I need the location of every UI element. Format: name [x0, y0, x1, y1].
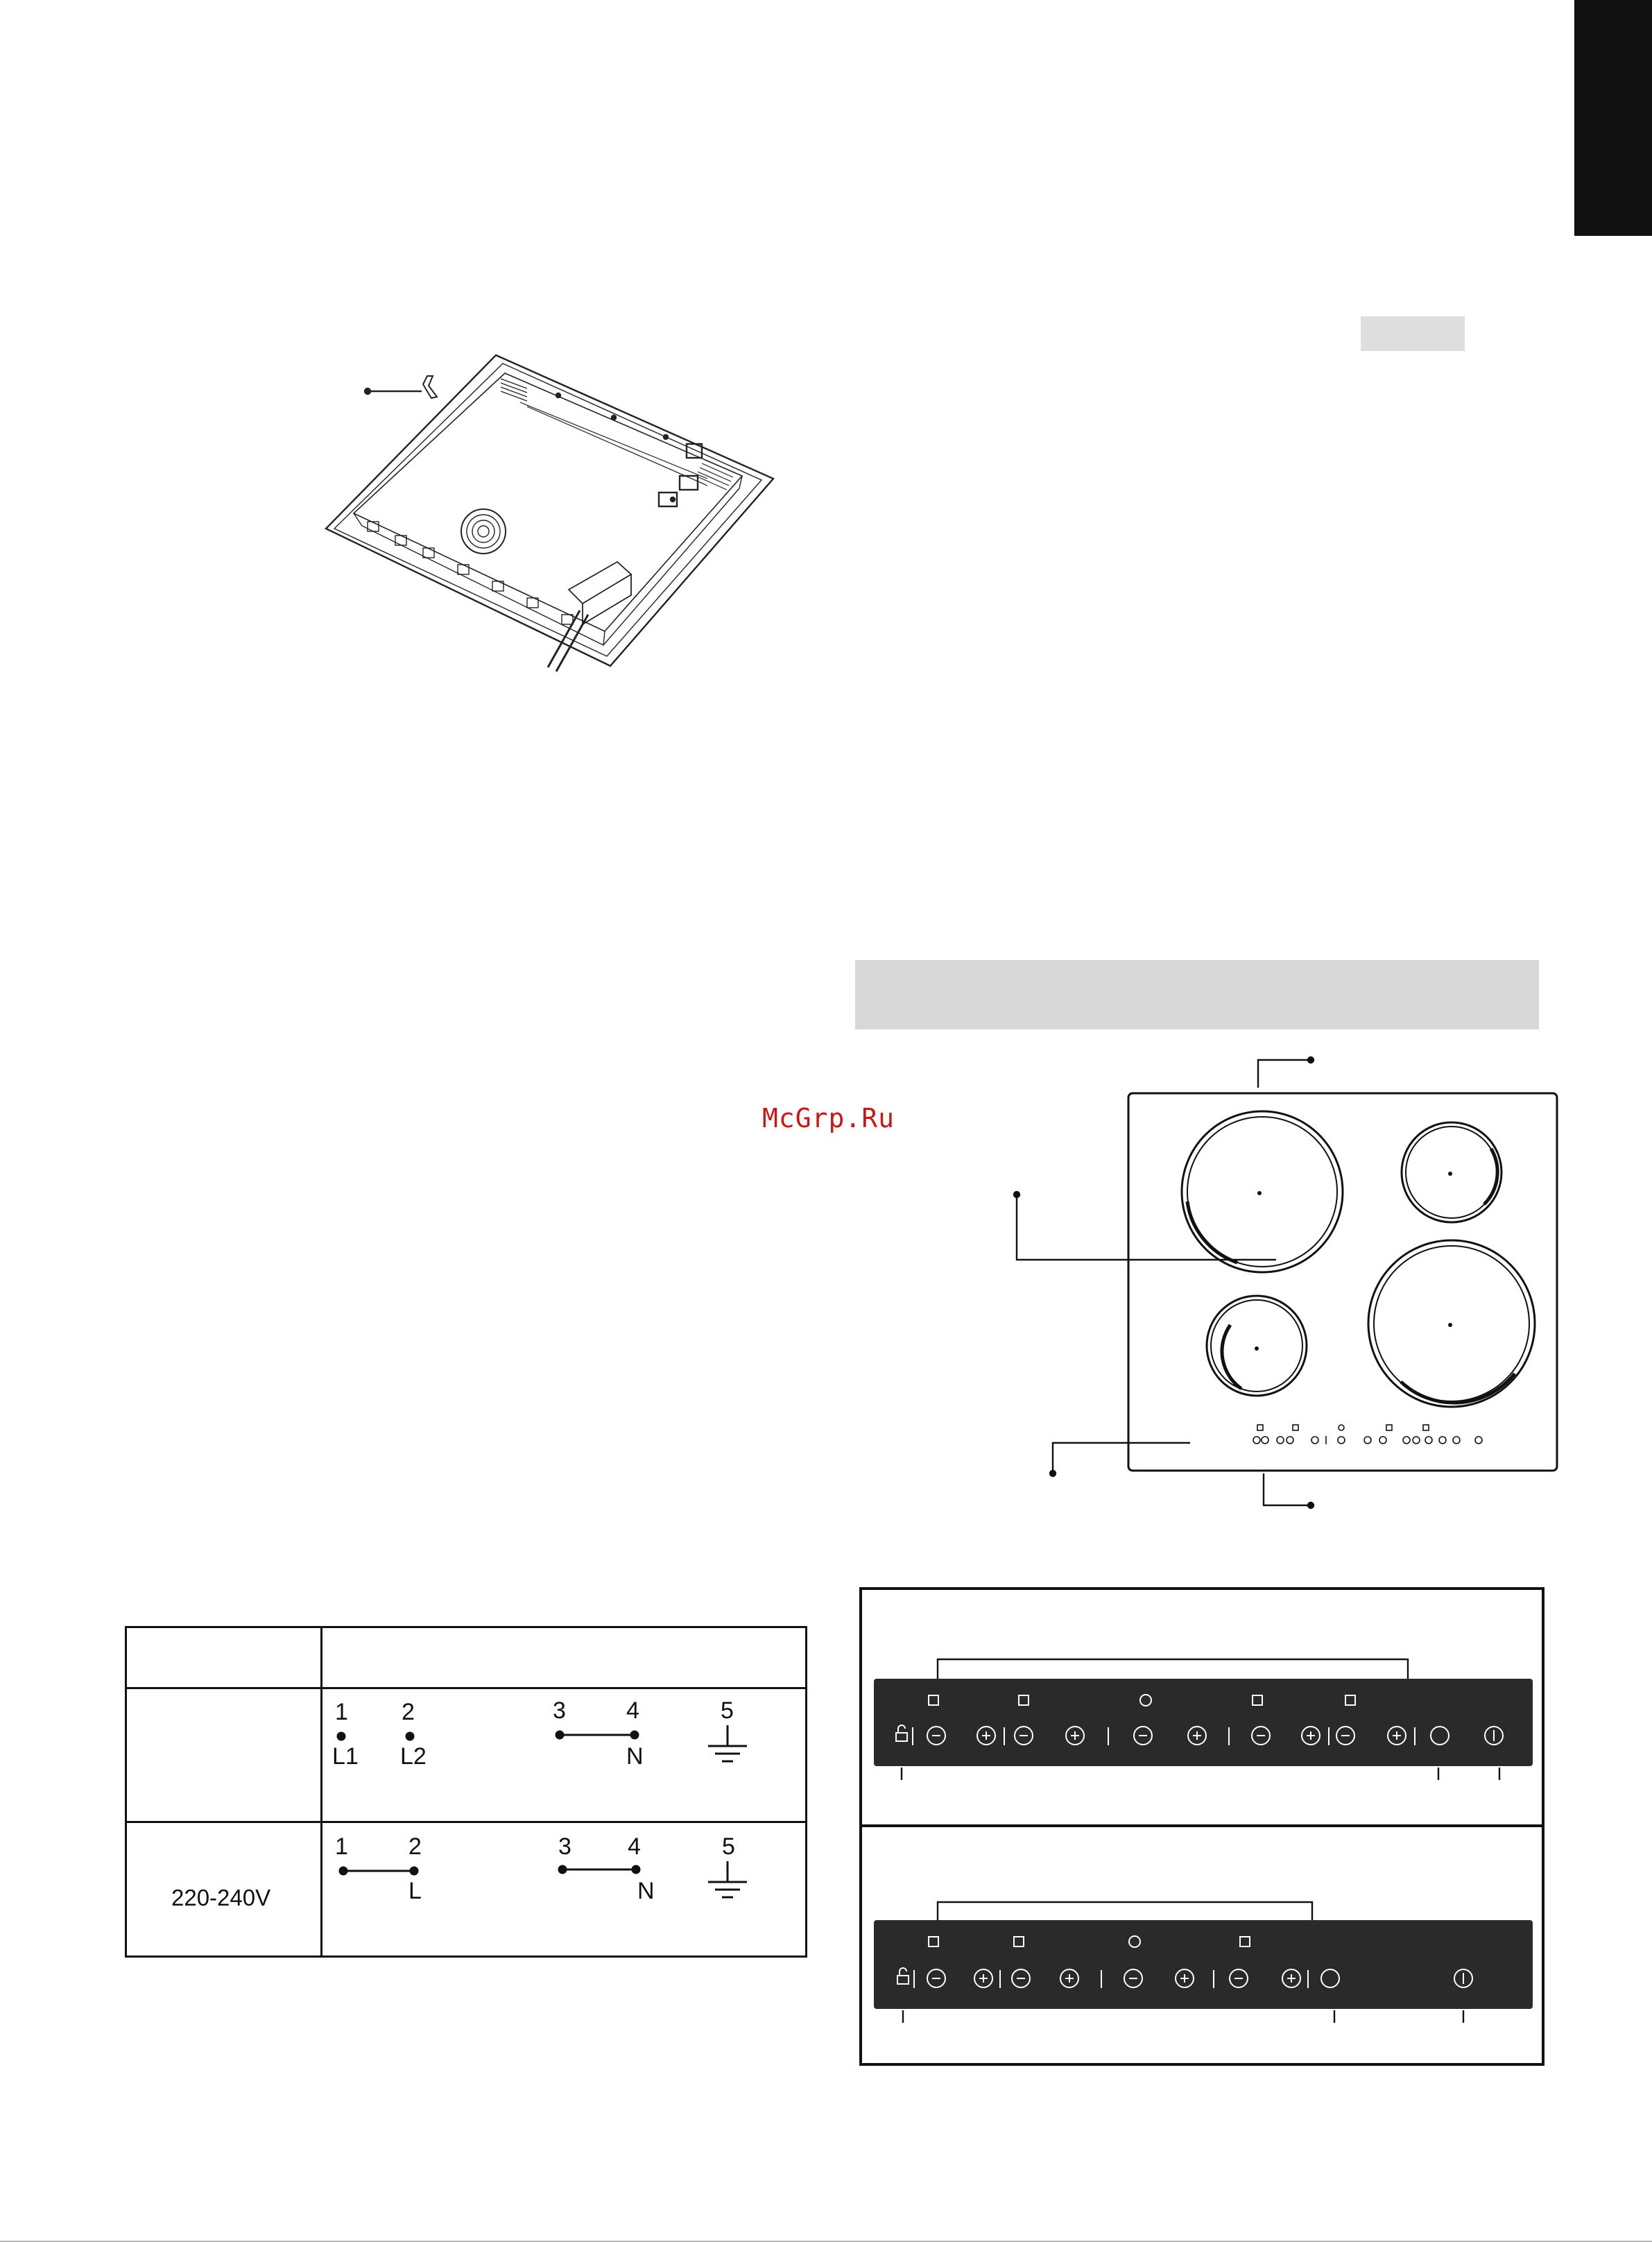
terminal-number: 5 — [722, 1833, 735, 1860]
voltage-label: 220-240V — [171, 1885, 271, 1910]
control-panel-divider — [859, 1824, 1545, 1827]
terminal-label: N — [626, 1743, 644, 1770]
terminal-label: L1 — [332, 1743, 359, 1770]
section-chip — [1361, 316, 1465, 351]
terminal-number: 2 — [402, 1699, 415, 1725]
terminal-number: 4 — [628, 1833, 641, 1860]
terminal-number: 2 — [408, 1833, 422, 1860]
control-panel-4-zone — [867, 1651, 1540, 1790]
ground-icon — [708, 1725, 747, 1897]
terminal-number: 1 — [335, 1699, 348, 1725]
terminal-number: 5 — [721, 1697, 734, 1724]
wiring-table — [125, 1626, 807, 1958]
language-tab — [1574, 0, 1652, 236]
watermark: McGrp.Ru — [762, 1103, 895, 1133]
wiring-links — [127, 1628, 809, 1960]
terminal-number: 4 — [626, 1697, 639, 1724]
terminal-number: 1 — [335, 1833, 348, 1860]
terminal-label: L — [408, 1878, 422, 1904]
hob-top-view — [985, 1047, 1567, 1512]
touch-strip — [874, 1920, 1533, 2009]
terminal-dot — [406, 1733, 413, 1740]
touch-strip — [874, 1679, 1533, 1766]
control-panel-3-zone — [867, 1892, 1540, 2031]
terminal-label: N — [637, 1878, 655, 1904]
section-header-bar — [855, 960, 1539, 1029]
terminal-number: 3 — [553, 1697, 566, 1724]
hob-underside-drawing — [319, 340, 777, 680]
terminal-number: 3 — [558, 1833, 571, 1860]
terminal-dot — [338, 1733, 345, 1740]
terminal-label: L2 — [400, 1743, 427, 1770]
